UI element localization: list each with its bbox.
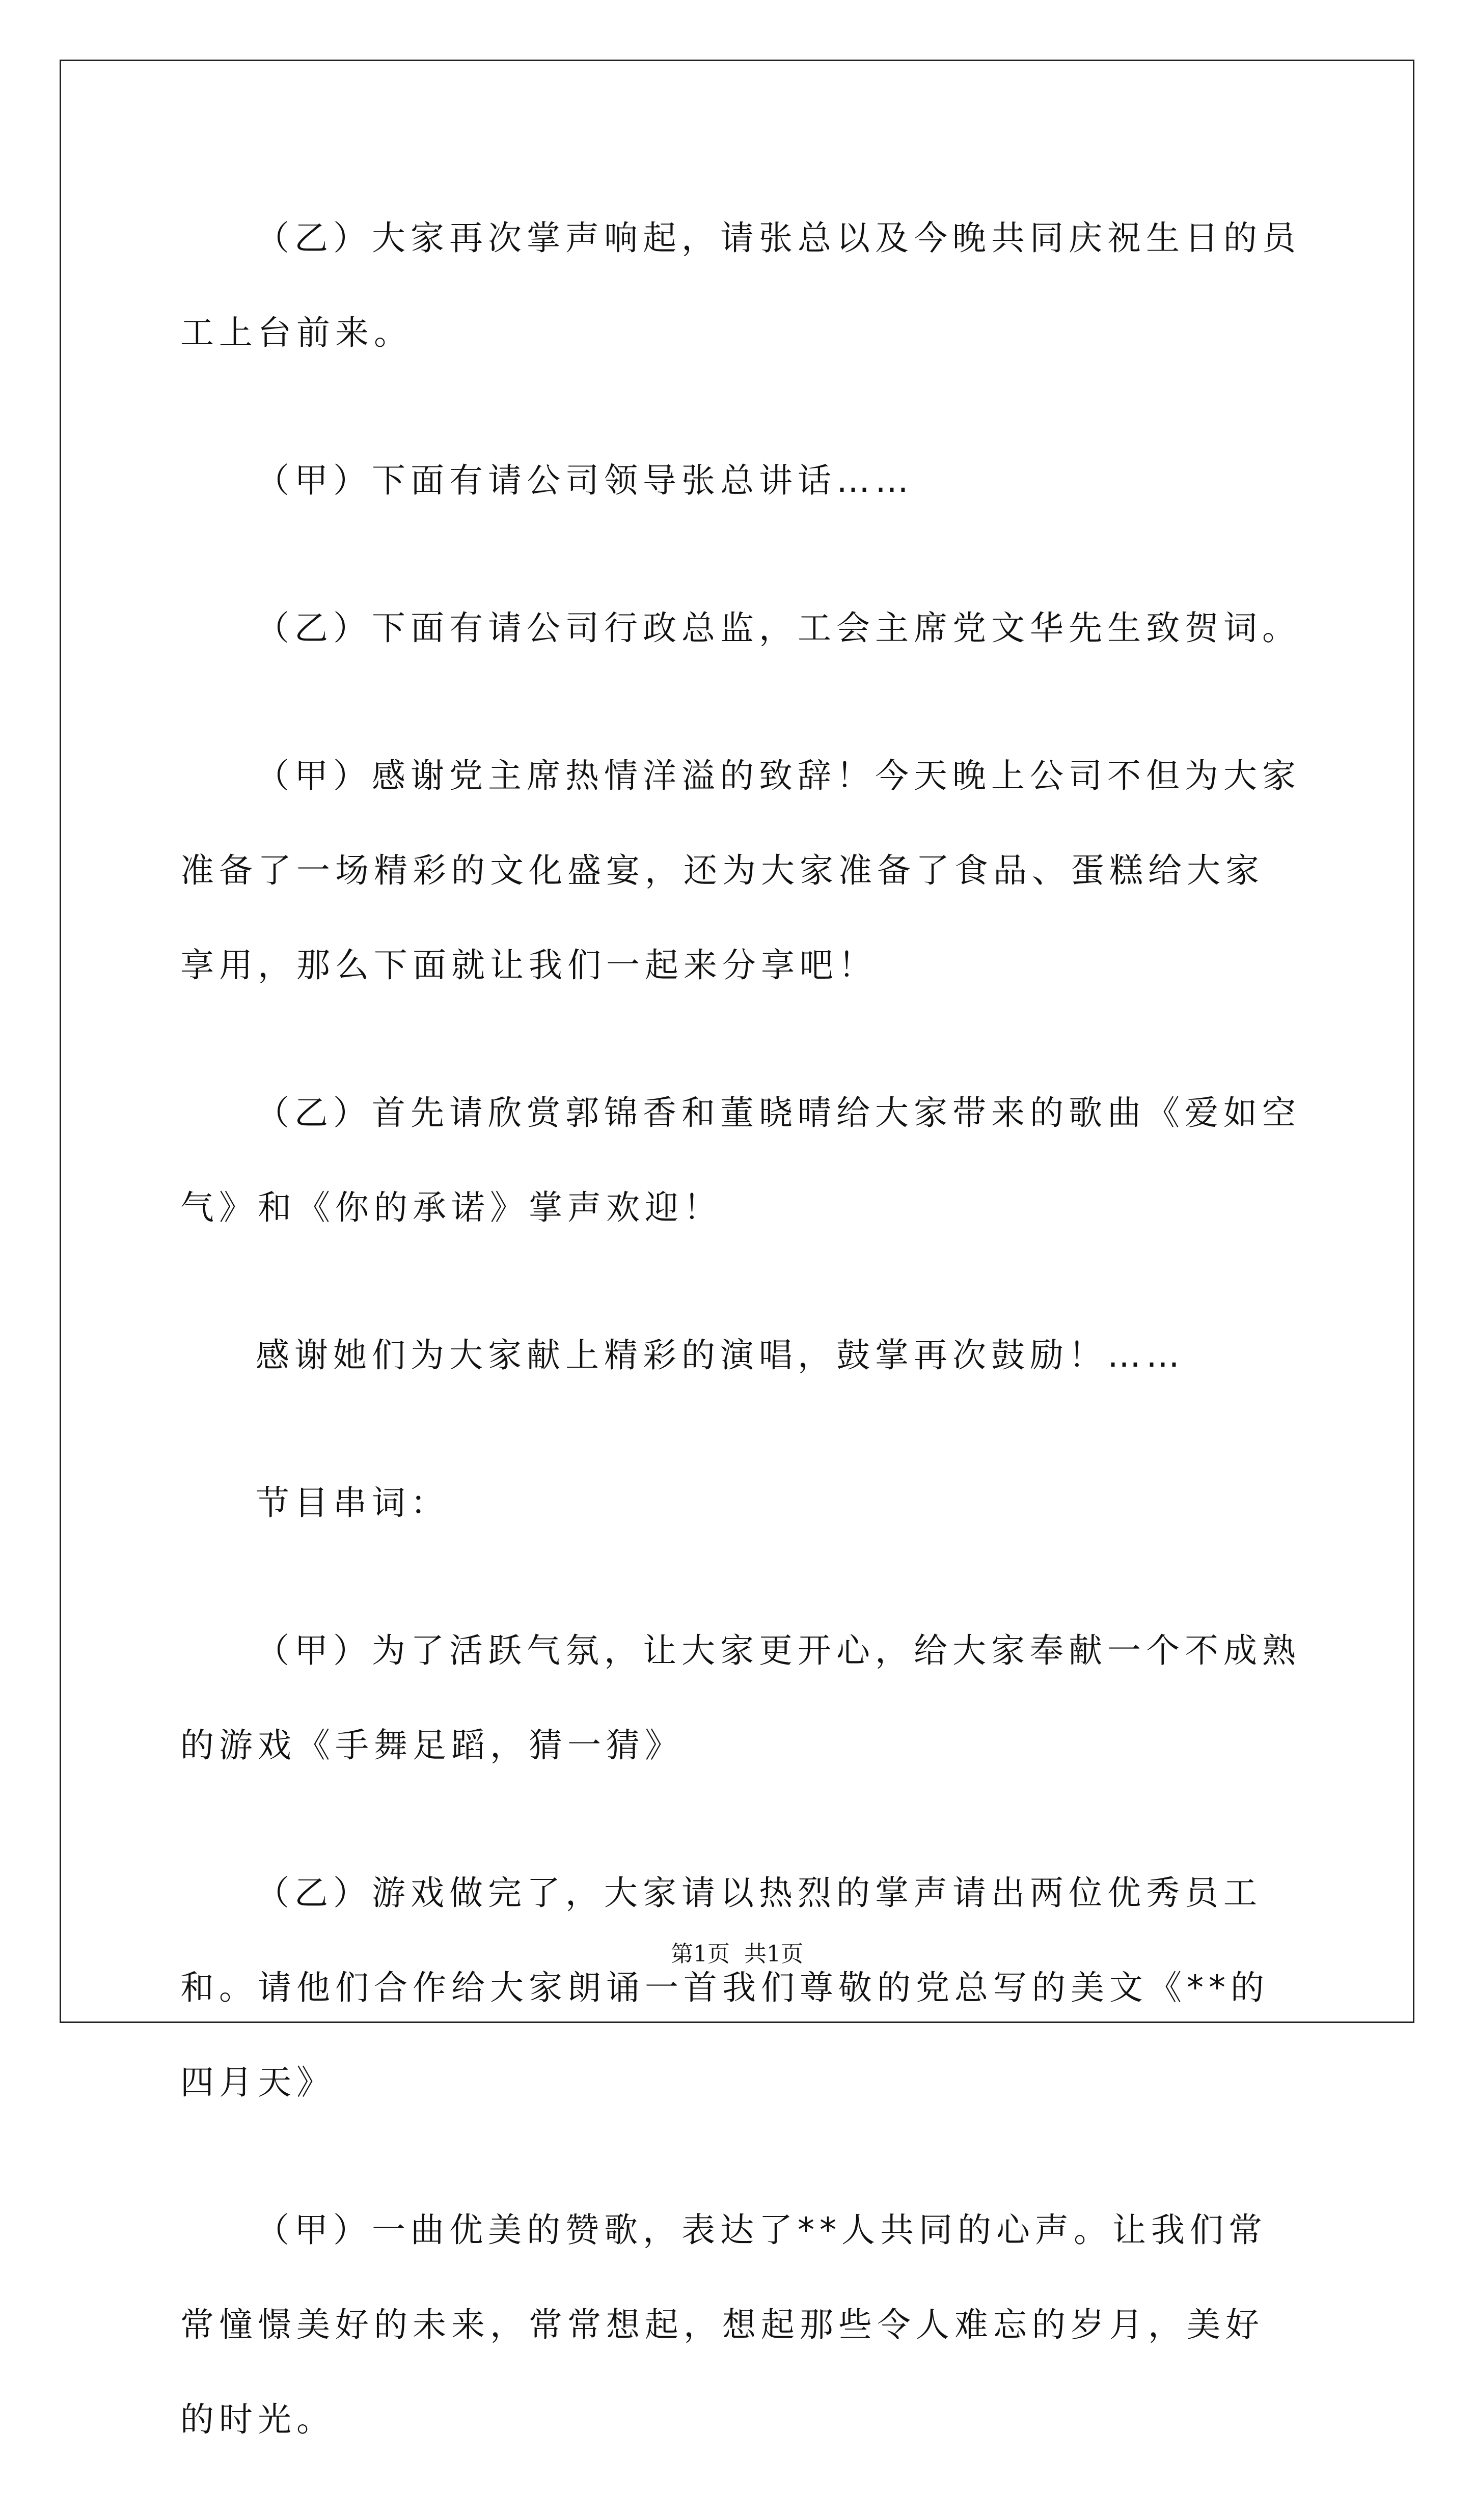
paragraph-1: （乙）大家再次掌声响起，请张总以及今晚共同庆祝生日的员工上台前来。 [180,218,1301,352]
paragraph-7: 节目串词： [256,1483,449,1522]
paragraph-2: （甲）下面有请公司领导张总讲话…… [256,461,914,500]
document-body [180,191,1301,2520]
paragraph-4: （甲）感谢党主席热情洋溢的致辞！今天晚上公司不但为大家准备了一场精彩的文化盛宴，还为大家准备了食品、蛋糕给大家享用，那么下面就让我们一起来分享吧！ [180,756,1301,985]
paragraph-5: （乙）首先请欣赏郭锦香和董晓晴给大家带来的歌曲《爱如空气》和《你的承诺》掌声欢迎！ [180,1093,1301,1227]
paragraph-6: 感谢她们为大家献上精彩的演唱，鼓掌再次鼓励！…… [256,1336,1185,1375]
paragraph-3: （乙）下面有请公司行政总监，工会主席党文华先生致贺词。 [256,608,1301,648]
paragraph-10: （甲）一曲优美的赞歌，表达了**人共同的心声。让我们常常憧憬美好的未来，常常想起，想起那些令人难忘的岁月，美好的时光。 [180,2210,1267,2439]
paragraph-8: （甲）为了活跃气氛，让大家更开心，给大家奉献一个不成熟的游戏《手舞足蹈，猜一猜》 [180,1631,1301,1765]
page-number-footer: 第1页 共1页 [671,1941,803,1967]
paragraph-9: （乙）游戏做完了，大家请以热烈的掌声请出两位优秀员工和。请他们合作给大家朗诵一首我们尊敬的党总写的美文《**的四月天》 [180,1873,1269,2102]
